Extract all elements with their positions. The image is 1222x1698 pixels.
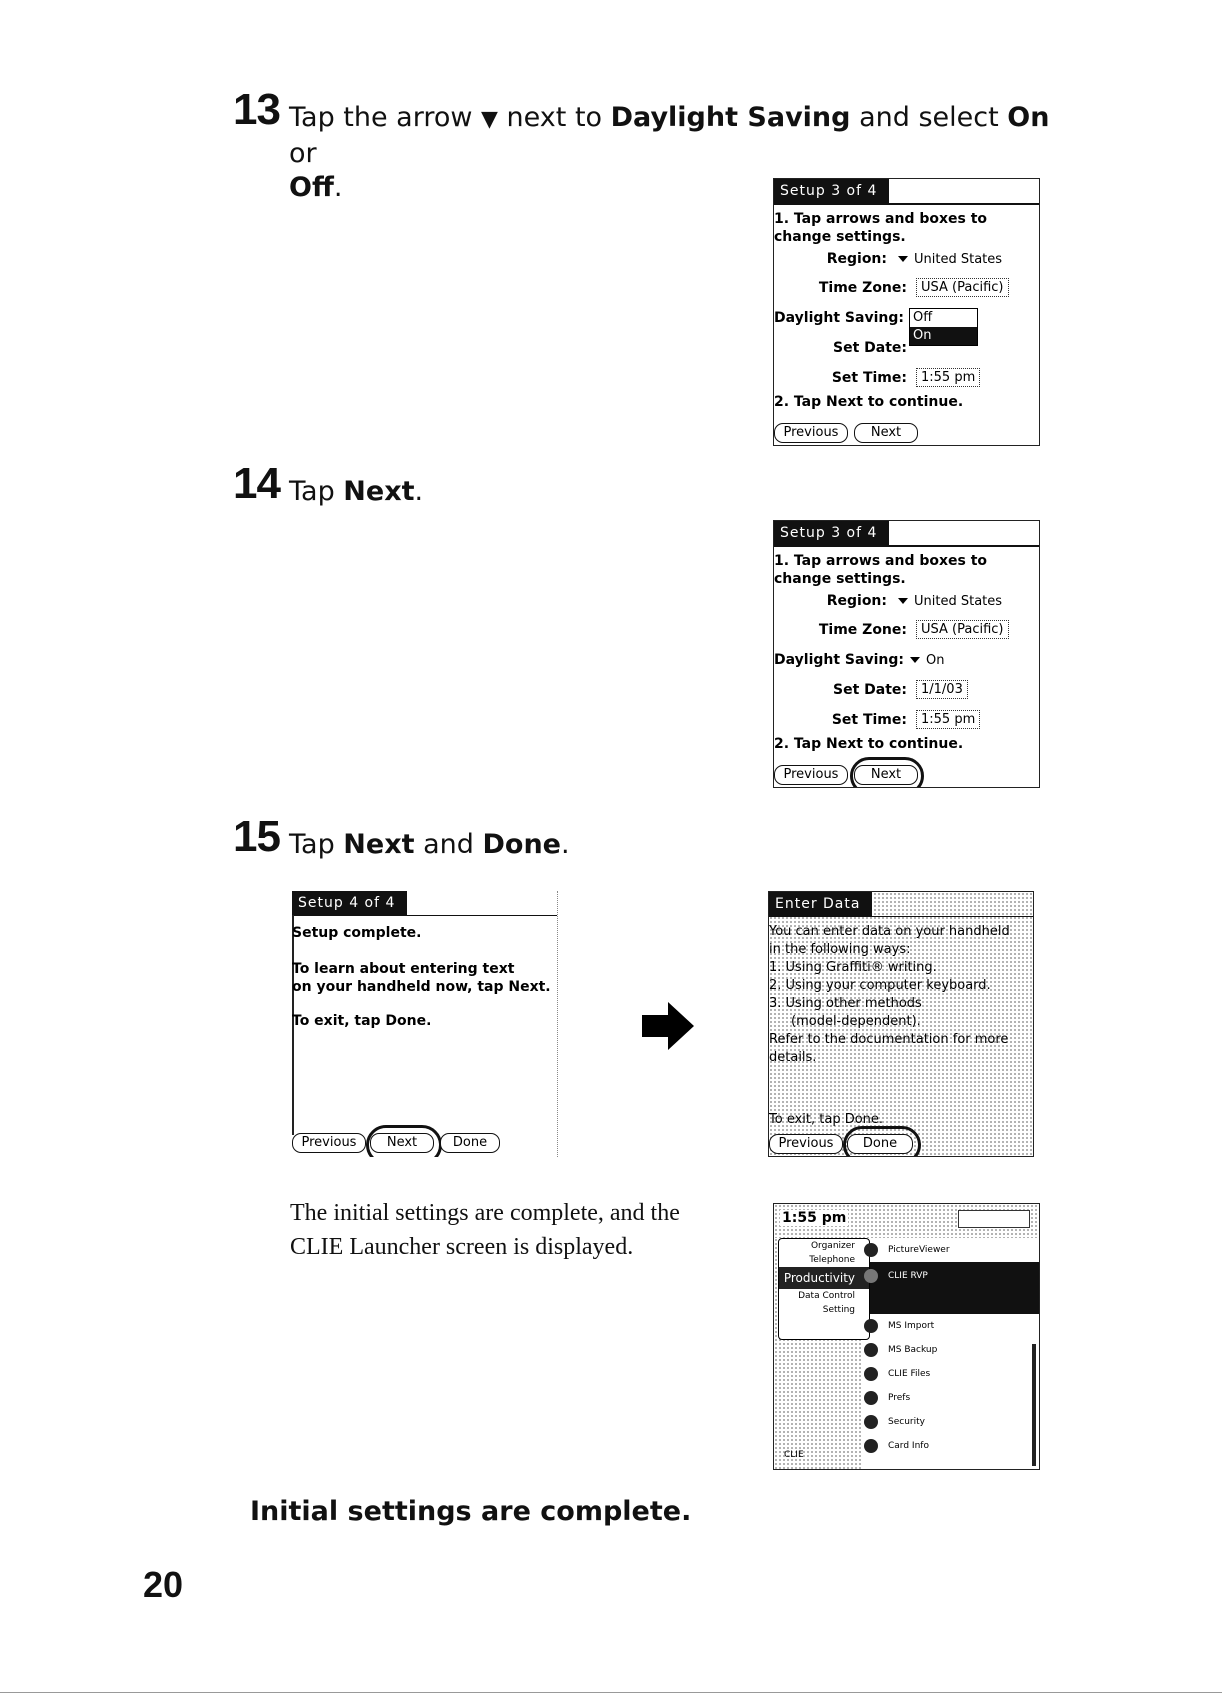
page-bottom-rule: [0, 1692, 1222, 1693]
step-15-instruction: Tap Next and Done.: [289, 829, 570, 860]
previous-button[interactable]: Previous: [292, 1133, 366, 1153]
timezone-field[interactable]: USA (Pacific): [916, 620, 1009, 639]
setup-3-screen-popup: Setup 3 of 4 1. Tap arrows and boxes to change settings. Region: United States Time Zone: USA (Pacific) Daylight Saving: Set Date: Set Time: 1:55 pm Off On 2. Tap Next to continue. Previous Next: [773, 178, 1040, 446]
daylight-saving-popup[interactable]: [909, 308, 978, 346]
done-button[interactable]: Done: [440, 1133, 500, 1153]
app-icon: [864, 1269, 878, 1283]
previous-button[interactable]: Previous: [769, 1134, 843, 1154]
step-13-instruction: Tap the arrow ▼ next to Daylight Saving and select On or Off.: [289, 102, 1050, 203]
dropdown-triangle-icon: [910, 657, 920, 663]
screen-title: Setup 3 of 4: [774, 521, 889, 545]
previous-button[interactable]: Previous: [774, 765, 848, 785]
dropdown-triangle-icon: [898, 256, 908, 262]
app-clie-files[interactable]: CLIE Files: [864, 1364, 930, 1384]
date-field[interactable]: 1/1/03: [916, 680, 968, 699]
daylight-saving-picker[interactable]: On: [906, 653, 944, 668]
next-button[interactable]: Next: [854, 765, 918, 785]
clie-launcher-screen: [773, 1203, 1040, 1470]
app-icon: [864, 1319, 878, 1333]
app-icon: [864, 1343, 878, 1357]
step-15-number: 15: [233, 812, 280, 861]
down-arrow-icon: ▼: [481, 107, 498, 132]
next-button[interactable]: Next: [854, 423, 918, 443]
screen-title: Setup 4 of 4: [292, 891, 407, 915]
screen-title: Enter Data: [769, 892, 872, 916]
page-number: 20: [143, 1564, 184, 1605]
category-menu[interactable]: Organizer Telephone Productivity Data Control Setting: [778, 1238, 870, 1340]
step-14-instruction: Tap Next.: [289, 476, 424, 507]
status-icons[interactable]: [958, 1210, 1030, 1228]
app-pictureviewer[interactable]: PictureViewer: [864, 1240, 950, 1260]
right-arrow-icon: [640, 1000, 696, 1052]
step-13-number: 13: [233, 85, 280, 134]
scrollbar[interactable]: [1032, 1344, 1036, 1466]
app-card-info[interactable]: Card Info: [864, 1436, 929, 1456]
popup-option-off[interactable]: Off: [913, 310, 933, 325]
app-ms-import[interactable]: MS Import: [864, 1316, 934, 1336]
region-picker[interactable]: United States: [894, 252, 1002, 267]
popup-option-on[interactable]: On: [910, 327, 977, 345]
region-picker[interactable]: United States: [894, 594, 1002, 609]
app-ms-backup[interactable]: MS Backup: [864, 1340, 937, 1360]
enter-data-screen: Enter Data You can enter data on your handheld in the following ways: 1. Using Graffiti® writing. 2. Using your computer keyboard. 3. Using other methods (model-dependent). Refer to the documentation for more details. To exit, tap Done. Previous Done: [768, 891, 1034, 1157]
timezone-field[interactable]: USA (Pacific): [916, 278, 1009, 297]
time-field[interactable]: 1:55 pm: [916, 710, 980, 729]
app-security[interactable]: Security: [864, 1412, 925, 1432]
app-icon: [864, 1415, 878, 1429]
app-icon: [864, 1391, 878, 1405]
previous-button[interactable]: Previous: [774, 423, 848, 443]
screen-title: Setup 3 of 4: [774, 179, 889, 203]
dropdown-triangle-icon: [898, 598, 908, 604]
app-icon: [864, 1367, 878, 1381]
app-clie-rvp[interactable]: CLIE RVP: [864, 1266, 928, 1286]
setup-4-screen: Setup 4 of 4 Setup complete. To learn about entering text on your handheld now, tap Next. To exit, tap Done. Previous Next Done: [292, 891, 558, 1157]
section-conclusion: Initial settings are complete.: [250, 1496, 692, 1527]
time-field[interactable]: 1:55 pm: [916, 368, 980, 387]
clock-display: 1:55 pm: [782, 1210, 847, 1226]
next-button[interactable]: Next: [370, 1133, 434, 1153]
app-icon: [864, 1439, 878, 1453]
setup-3-screen-next: Setup 3 of 4 1. Tap arrows and boxes to change settings. Region: United States Time Zone: USA (Pacific) Daylight Saving: On Set Date: 1/1/03 Set Time: 1:55 pm 2. Tap Next to continue. Previous Next: [773, 520, 1040, 788]
step-14-number: 14: [233, 459, 280, 508]
launcher-bottom-label: CLIE: [784, 1450, 804, 1460]
done-button[interactable]: Done: [847, 1134, 913, 1154]
caption-text: The initial settings are complete, and the CLIE Launcher screen is displayed.: [290, 1200, 680, 1260]
app-prefs[interactable]: Prefs: [864, 1388, 910, 1408]
app-icon: [864, 1243, 878, 1257]
